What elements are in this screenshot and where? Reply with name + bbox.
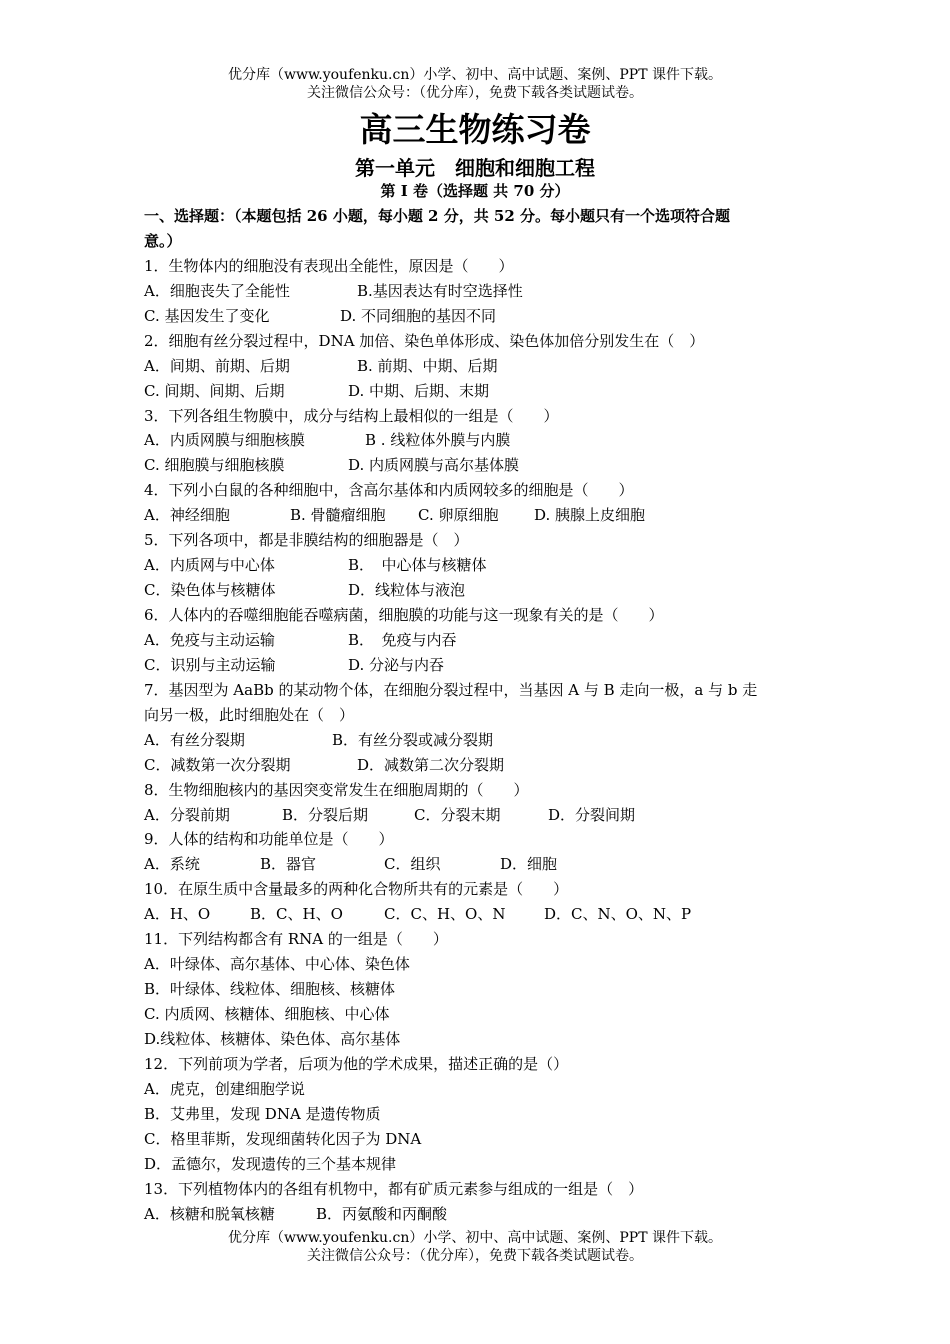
option-d: D．减数第二次分裂期 bbox=[357, 755, 505, 774]
option-a: A．系统 bbox=[144, 855, 200, 874]
option-b: B．C、H、O bbox=[250, 905, 343, 924]
options-row bbox=[144, 902, 814, 927]
option-c: C. 卵原细胞 bbox=[418, 506, 499, 525]
option-d: D. 中期、后期、末期 bbox=[348, 381, 490, 400]
question-stem: 4．下列小白鼠的各种细胞中，含高尔基体和内质网较多的细胞是（ ） bbox=[144, 481, 634, 500]
option-a: A．神经细胞 bbox=[144, 506, 230, 525]
question-stem: 13．下列植物体内的各组有机物中，都有矿质元素参与组成的一组是（ ） bbox=[144, 1179, 644, 1198]
option-b: B．丙氨酸和丙酮酸 bbox=[316, 1204, 448, 1223]
options-row bbox=[144, 379, 814, 404]
question-stem: 2．细胞有丝分裂过程中，DNA 加倍、染色单体形成、染色体加倍分别发生在（ ） bbox=[144, 331, 705, 350]
option-d: D．孟德尔，发现遗传的三个基本规律 bbox=[144, 1154, 397, 1173]
options-row bbox=[144, 354, 814, 379]
option-a: A．内质网与中心体 bbox=[144, 556, 275, 575]
options-row bbox=[144, 753, 814, 778]
option-c: C．C、H、O、N bbox=[384, 905, 506, 924]
page-title: 高三生物练习卷 bbox=[359, 110, 591, 149]
option-b: B． 免疫与内吞 bbox=[348, 630, 457, 649]
question-stem: 9．人体的结构和功能单位是（ ） bbox=[144, 830, 394, 849]
option-c: C. 内质网、核糖体、细胞核、中心体 bbox=[144, 1005, 390, 1023]
option-a: A．有丝分裂期 bbox=[144, 730, 245, 749]
options-row bbox=[144, 279, 814, 304]
option-d: D．C、N、O、N、P bbox=[544, 905, 692, 924]
option-a: A．核糖和脱氧核糖 bbox=[144, 1204, 275, 1223]
question-stem: 8．生物细胞核内的基因突变常发生在细胞周期的（ ） bbox=[144, 780, 529, 799]
question-stem: 1．生物体内的细胞没有表现出全能性，原因是（ ） bbox=[144, 256, 514, 275]
option-c: C．格里菲斯，发现细菌转化因子为 DNA bbox=[144, 1129, 422, 1148]
option-d: D. 胰腺上皮细胞 bbox=[534, 506, 646, 525]
option-b: B．器官 bbox=[260, 855, 317, 874]
question-stem: 10．在原生质中含量最多的两种化合物所共有的元素是（ ） bbox=[144, 880, 569, 899]
options-row bbox=[144, 653, 814, 678]
option-b: B . 线粒体外膜与内膜 bbox=[365, 431, 511, 450]
options-row bbox=[144, 728, 814, 753]
footer-line-2: 关注微信公众号：（优分库），免费下载各类试题试卷。 bbox=[307, 1248, 643, 1264]
question-stem-continued: 向另一极，此时细胞处在（ ） bbox=[144, 705, 355, 724]
option-b: B. 前期、中期、后期 bbox=[357, 356, 498, 375]
option-a: A．内质网膜与细胞核膜 bbox=[144, 431, 305, 450]
option-d: D.线粒体、核糖体、染色体、高尔基体 bbox=[144, 1029, 401, 1048]
question-stem: 5．下列各项中，都是非膜结构的细胞器是（ ） bbox=[144, 531, 469, 550]
option-d: D. 内质网膜与高尔基体膜 bbox=[348, 456, 520, 475]
options-row bbox=[144, 1202, 814, 1227]
question-stem: 11．下列结构都含有 RNA 的一组是（ ） bbox=[144, 930, 448, 949]
option-a: A．H、O bbox=[144, 905, 211, 924]
section-heading-line-1: 一、选择题：（本题包括 26 小题，每小题 2 分，共 52 分。每小题只有一个选项符合题 bbox=[144, 207, 731, 225]
option-d: D．线粒体与液泡 bbox=[348, 581, 466, 600]
option-b: B． 中心体与核糖体 bbox=[348, 556, 487, 575]
options-row bbox=[144, 304, 814, 329]
option-a: A．细胞丧失了全能性 bbox=[144, 281, 290, 300]
option-a: A．间期、前期、后期 bbox=[144, 356, 290, 375]
option-d: D．细胞 bbox=[500, 855, 558, 874]
question-content bbox=[144, 204, 814, 1226]
option-a: A．叶绿体、高尔基体、中心体、染色体 bbox=[144, 955, 410, 974]
option-b: B．分裂后期 bbox=[282, 805, 369, 824]
option-d: D. 不同细胞的基因不同 bbox=[340, 306, 497, 325]
options-row bbox=[144, 578, 814, 603]
option-b: B．艾弗里，发现 DNA 是遗传物质 bbox=[144, 1104, 381, 1123]
options-row bbox=[144, 553, 814, 578]
option-b: B. 骨髓瘤细胞 bbox=[290, 506, 386, 525]
options-row bbox=[144, 803, 814, 828]
option-d: D．分裂间期 bbox=[548, 805, 636, 824]
unit-title: 第一单元 细胞和细胞工程 bbox=[355, 156, 595, 180]
option-a: A．免疫与主动运输 bbox=[144, 630, 275, 649]
option-c: C．染色体与核糖体 bbox=[144, 581, 276, 600]
options-row bbox=[144, 628, 814, 653]
question-stem: 6．人体内的吞噬细胞能吞噬病菌，细胞膜的功能与这一现象有关的是（ ） bbox=[144, 606, 664, 624]
option-c: C．减数第一次分裂期 bbox=[144, 755, 291, 774]
header-line-2: 关注微信公众号：（优分库），免费下载各类试题试卷。 bbox=[307, 85, 643, 101]
question-stem: 3．下列各组生物膜中，成分与结构上最相似的一组是（ ） bbox=[144, 406, 559, 425]
page-footer bbox=[0, 1229, 950, 1265]
volume-title: 第 I 卷（选择题 共 70 分） bbox=[380, 182, 570, 200]
option-a: A．虎克，创建细胞学说 bbox=[144, 1079, 305, 1098]
option-b: B．叶绿体、线粒体、细胞核、核糖体 bbox=[144, 980, 396, 999]
footer-line-1: 优分库（www.youfenku.cn）小学、初中、高中试题、案例、PPT 课件下载。 bbox=[227, 1230, 722, 1246]
option-c: C．分裂末期 bbox=[414, 805, 501, 824]
page-header bbox=[0, 66, 950, 102]
option-d: D. 分泌与内吞 bbox=[348, 655, 445, 674]
options-row bbox=[144, 428, 814, 453]
header-line-1: 优分库（www.youfenku.cn）小学、初中、高中试题、案例、PPT 课件下载。 bbox=[227, 67, 722, 83]
option-c: C. 细胞膜与细胞核膜 bbox=[144, 456, 285, 475]
options-row bbox=[144, 453, 814, 478]
option-b: B.基因表达有时空选择性 bbox=[357, 281, 523, 300]
section-heading-line-2: 意。） bbox=[144, 231, 182, 250]
option-b: B．有丝分裂或减分裂期 bbox=[332, 730, 494, 749]
option-c: C．组织 bbox=[384, 855, 441, 874]
options-row bbox=[144, 503, 814, 528]
option-a: A．分裂前期 bbox=[144, 805, 230, 824]
option-c: C. 间期、间期、后期 bbox=[144, 381, 285, 400]
options-row bbox=[144, 852, 814, 877]
option-c: C. 基因发生了变化 bbox=[144, 306, 270, 325]
question-stem: 12．下列前项为学者，后项为他的学术成果，描述正确的是（） bbox=[144, 1054, 569, 1073]
option-c: C．识别与主动运输 bbox=[144, 655, 276, 674]
question-stem: 7．基因型为 AaBb 的某动物个体，在细胞分裂过程中，当基因 A 与 B 走向一极，a 与 b 走 bbox=[144, 680, 758, 699]
